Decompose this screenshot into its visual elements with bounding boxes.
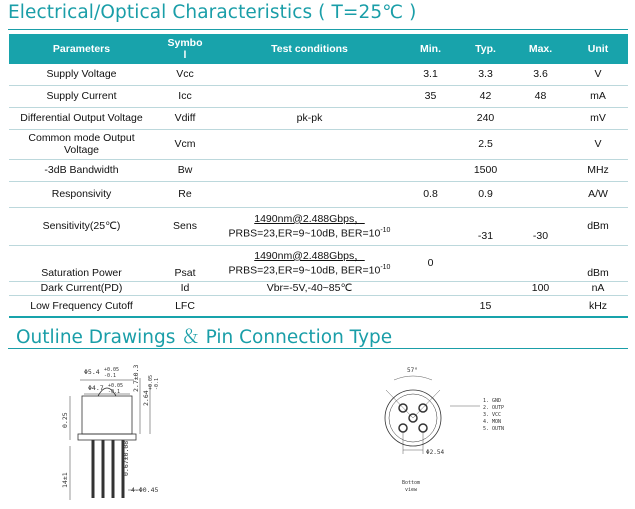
cell-max: 100 — [513, 281, 568, 295]
cell-min: 0.8 — [403, 181, 458, 207]
cell-param: -3dB Bandwidth — [9, 159, 154, 181]
cell-unit: mV — [568, 107, 628, 129]
cell-unit: dBm — [568, 207, 628, 245]
header-test-conditions: Test conditions — [216, 34, 403, 64]
cell-param: Responsivity — [9, 181, 154, 207]
cell-unit: mA — [568, 85, 628, 107]
table-row — [9, 159, 628, 181]
header-min: Min. — [403, 34, 458, 64]
cell-symbol: Icc — [154, 85, 216, 107]
cell-typ: 1500 — [458, 159, 513, 181]
cell-max — [513, 295, 568, 317]
dim-pcd: Φ2.54 — [426, 449, 445, 456]
svg-text:-0.1: -0.1 — [104, 373, 117, 379]
cell-condition — [216, 295, 403, 317]
table-row — [9, 107, 628, 129]
cell-param: Sensitivity(25℃) — [9, 207, 154, 245]
cell-typ: 0.9 — [458, 181, 513, 207]
cell-condition — [216, 181, 403, 207]
cell-param: Common mode Output Voltage — [9, 129, 154, 159]
cell-max — [513, 107, 568, 129]
cell-param: Dark Current(PD) — [9, 281, 154, 295]
pin-label: 4. MON — [483, 419, 502, 425]
cell-symbol: Vcc — [154, 64, 216, 85]
dim-h264: 2.64 — [142, 390, 150, 406]
cell-max — [513, 129, 568, 159]
cell-typ: 2.5 — [458, 129, 513, 159]
dim-h067: 0.67±0.08 — [122, 440, 130, 476]
cell-symbol: Id — [154, 281, 216, 295]
section-heading-electrical: Electrical/Optical Characteristics ( T=25℃ ) — [8, 2, 417, 23]
cell-min — [403, 281, 458, 295]
table-row — [9, 129, 628, 159]
svg-text:+0.05: +0.05 — [148, 374, 154, 390]
pin-label: 5. OUTN — [483, 426, 505, 432]
cell-unit: kHz — [568, 295, 628, 317]
table-row — [9, 295, 628, 317]
cell-condition: pk-pk — [216, 107, 403, 129]
cell-unit: A/W — [568, 181, 628, 207]
cell-symbol: Vcm — [154, 129, 216, 159]
cell-max — [513, 245, 568, 281]
cell-param: Supply Current — [9, 85, 154, 107]
table-row — [9, 64, 628, 85]
side-view-dimensions — [61, 365, 160, 494]
cell-symbol: LFC — [154, 295, 216, 317]
header-max: Max. — [513, 34, 568, 64]
header-typ: Typ. — [458, 34, 513, 64]
characteristics-table — [9, 34, 628, 318]
dim-h14: 14±1 — [61, 472, 69, 488]
table-row — [9, 85, 628, 107]
cell-min: 0 — [403, 245, 458, 281]
svg-text:-0.1: -0.1 — [154, 377, 160, 390]
side-view-drawing — [70, 378, 150, 500]
cell-unit: dBm — [568, 245, 628, 281]
cell-typ: 240 — [458, 107, 513, 129]
dim-angle: 57° — [407, 367, 418, 374]
dim-h27: 2.7±0.3 — [132, 364, 140, 392]
bottom-view-drawing — [385, 376, 480, 454]
cell-max: -30 — [513, 207, 568, 245]
cell-condition: Vbr=-5V,-40~85℃ — [216, 281, 403, 295]
table-row — [9, 181, 628, 207]
cell-min — [403, 107, 458, 129]
bottom-view-labels — [402, 367, 504, 493]
cell-typ: 15 — [458, 295, 513, 317]
pin-label: 3. VCC — [483, 412, 502, 418]
drawing-svg — [0, 350, 635, 504]
header-parameters: Parameters — [9, 34, 154, 64]
cell-symbol: Bw — [154, 159, 216, 181]
pin-label: 2. OUTP — [483, 405, 505, 411]
cell-unit: V — [568, 129, 628, 159]
pin-circle — [419, 424, 427, 432]
table-row — [9, 281, 628, 295]
cell-symbol: Sens — [154, 207, 216, 245]
cell-min: 35 — [403, 85, 458, 107]
cell-max: 3.6 — [513, 64, 568, 85]
header-symbol: Symbo l — [154, 34, 216, 64]
cell-min — [403, 159, 458, 181]
cell-min — [403, 295, 458, 317]
can-body-shape — [82, 396, 132, 434]
cell-max — [513, 159, 568, 181]
outline-drawings — [0, 350, 635, 504]
cell-unit: nA — [568, 281, 628, 295]
cell-typ — [458, 281, 513, 295]
cell-param: Differential Output Voltage — [9, 107, 154, 129]
heading-underline — [8, 29, 628, 30]
dim-h025: 0.25 — [61, 412, 69, 428]
table-row — [9, 207, 628, 245]
header-unit: Unit — [568, 34, 628, 64]
cell-param: Supply Voltage — [9, 64, 154, 85]
cell-unit: V — [568, 64, 628, 85]
cell-min — [403, 207, 458, 245]
table-row — [9, 245, 628, 281]
cell-symbol: Psat — [154, 245, 216, 281]
dim-d54: Φ5.4 — [84, 368, 100, 376]
cell-condition: 1490nm@2.488Gbps， PRBS=23,ER=9~10dB, $BER=10^{-10}$ — [216, 207, 403, 245]
cell-condition — [216, 159, 403, 181]
dim-d47: Φ4.7 — [88, 384, 104, 392]
pin-label: 1. GND — [483, 398, 502, 404]
cell-max: 48 — [513, 85, 568, 107]
cell-param: Low Frequency Cutoff — [9, 295, 154, 317]
heading-underline — [8, 348, 628, 349]
cell-min: 3.1 — [403, 64, 458, 85]
pin-circle — [399, 424, 407, 432]
section-heading-outline: Outline Drawings ＆ Pin Connection Type — [16, 327, 393, 348]
cell-max — [513, 181, 568, 207]
cell-param: Saturation Power — [9, 245, 154, 281]
table-header-row — [9, 34, 628, 64]
svg-text:-0.1: -0.1 — [108, 389, 121, 395]
cell-typ: -31 — [458, 207, 513, 245]
cell-condition: 1490nm@2.488Gbps， PRBS=23,ER=9~10dB, $BER=10^{-10}$ — [216, 245, 403, 281]
dim-pins: 4-Φ0.45 — [131, 486, 159, 494]
svg-text:+0.05: +0.05 — [104, 367, 120, 373]
bottom-view-label: Bottom — [402, 480, 421, 486]
cell-typ — [458, 245, 513, 281]
cell-symbol: Re — [154, 181, 216, 207]
cell-min — [403, 129, 458, 159]
cell-condition — [216, 85, 403, 107]
svg-text:+0.05: +0.05 — [108, 383, 124, 389]
cell-symbol: Vdiff — [154, 107, 216, 129]
cell-typ: 42 — [458, 85, 513, 107]
cell-typ: 3.3 — [458, 64, 513, 85]
cell-unit: MHz — [568, 159, 628, 181]
bottom-view-label: view — [405, 487, 418, 493]
cell-condition — [216, 129, 403, 159]
cell-condition — [216, 64, 403, 85]
can-flange-shape — [78, 434, 136, 440]
